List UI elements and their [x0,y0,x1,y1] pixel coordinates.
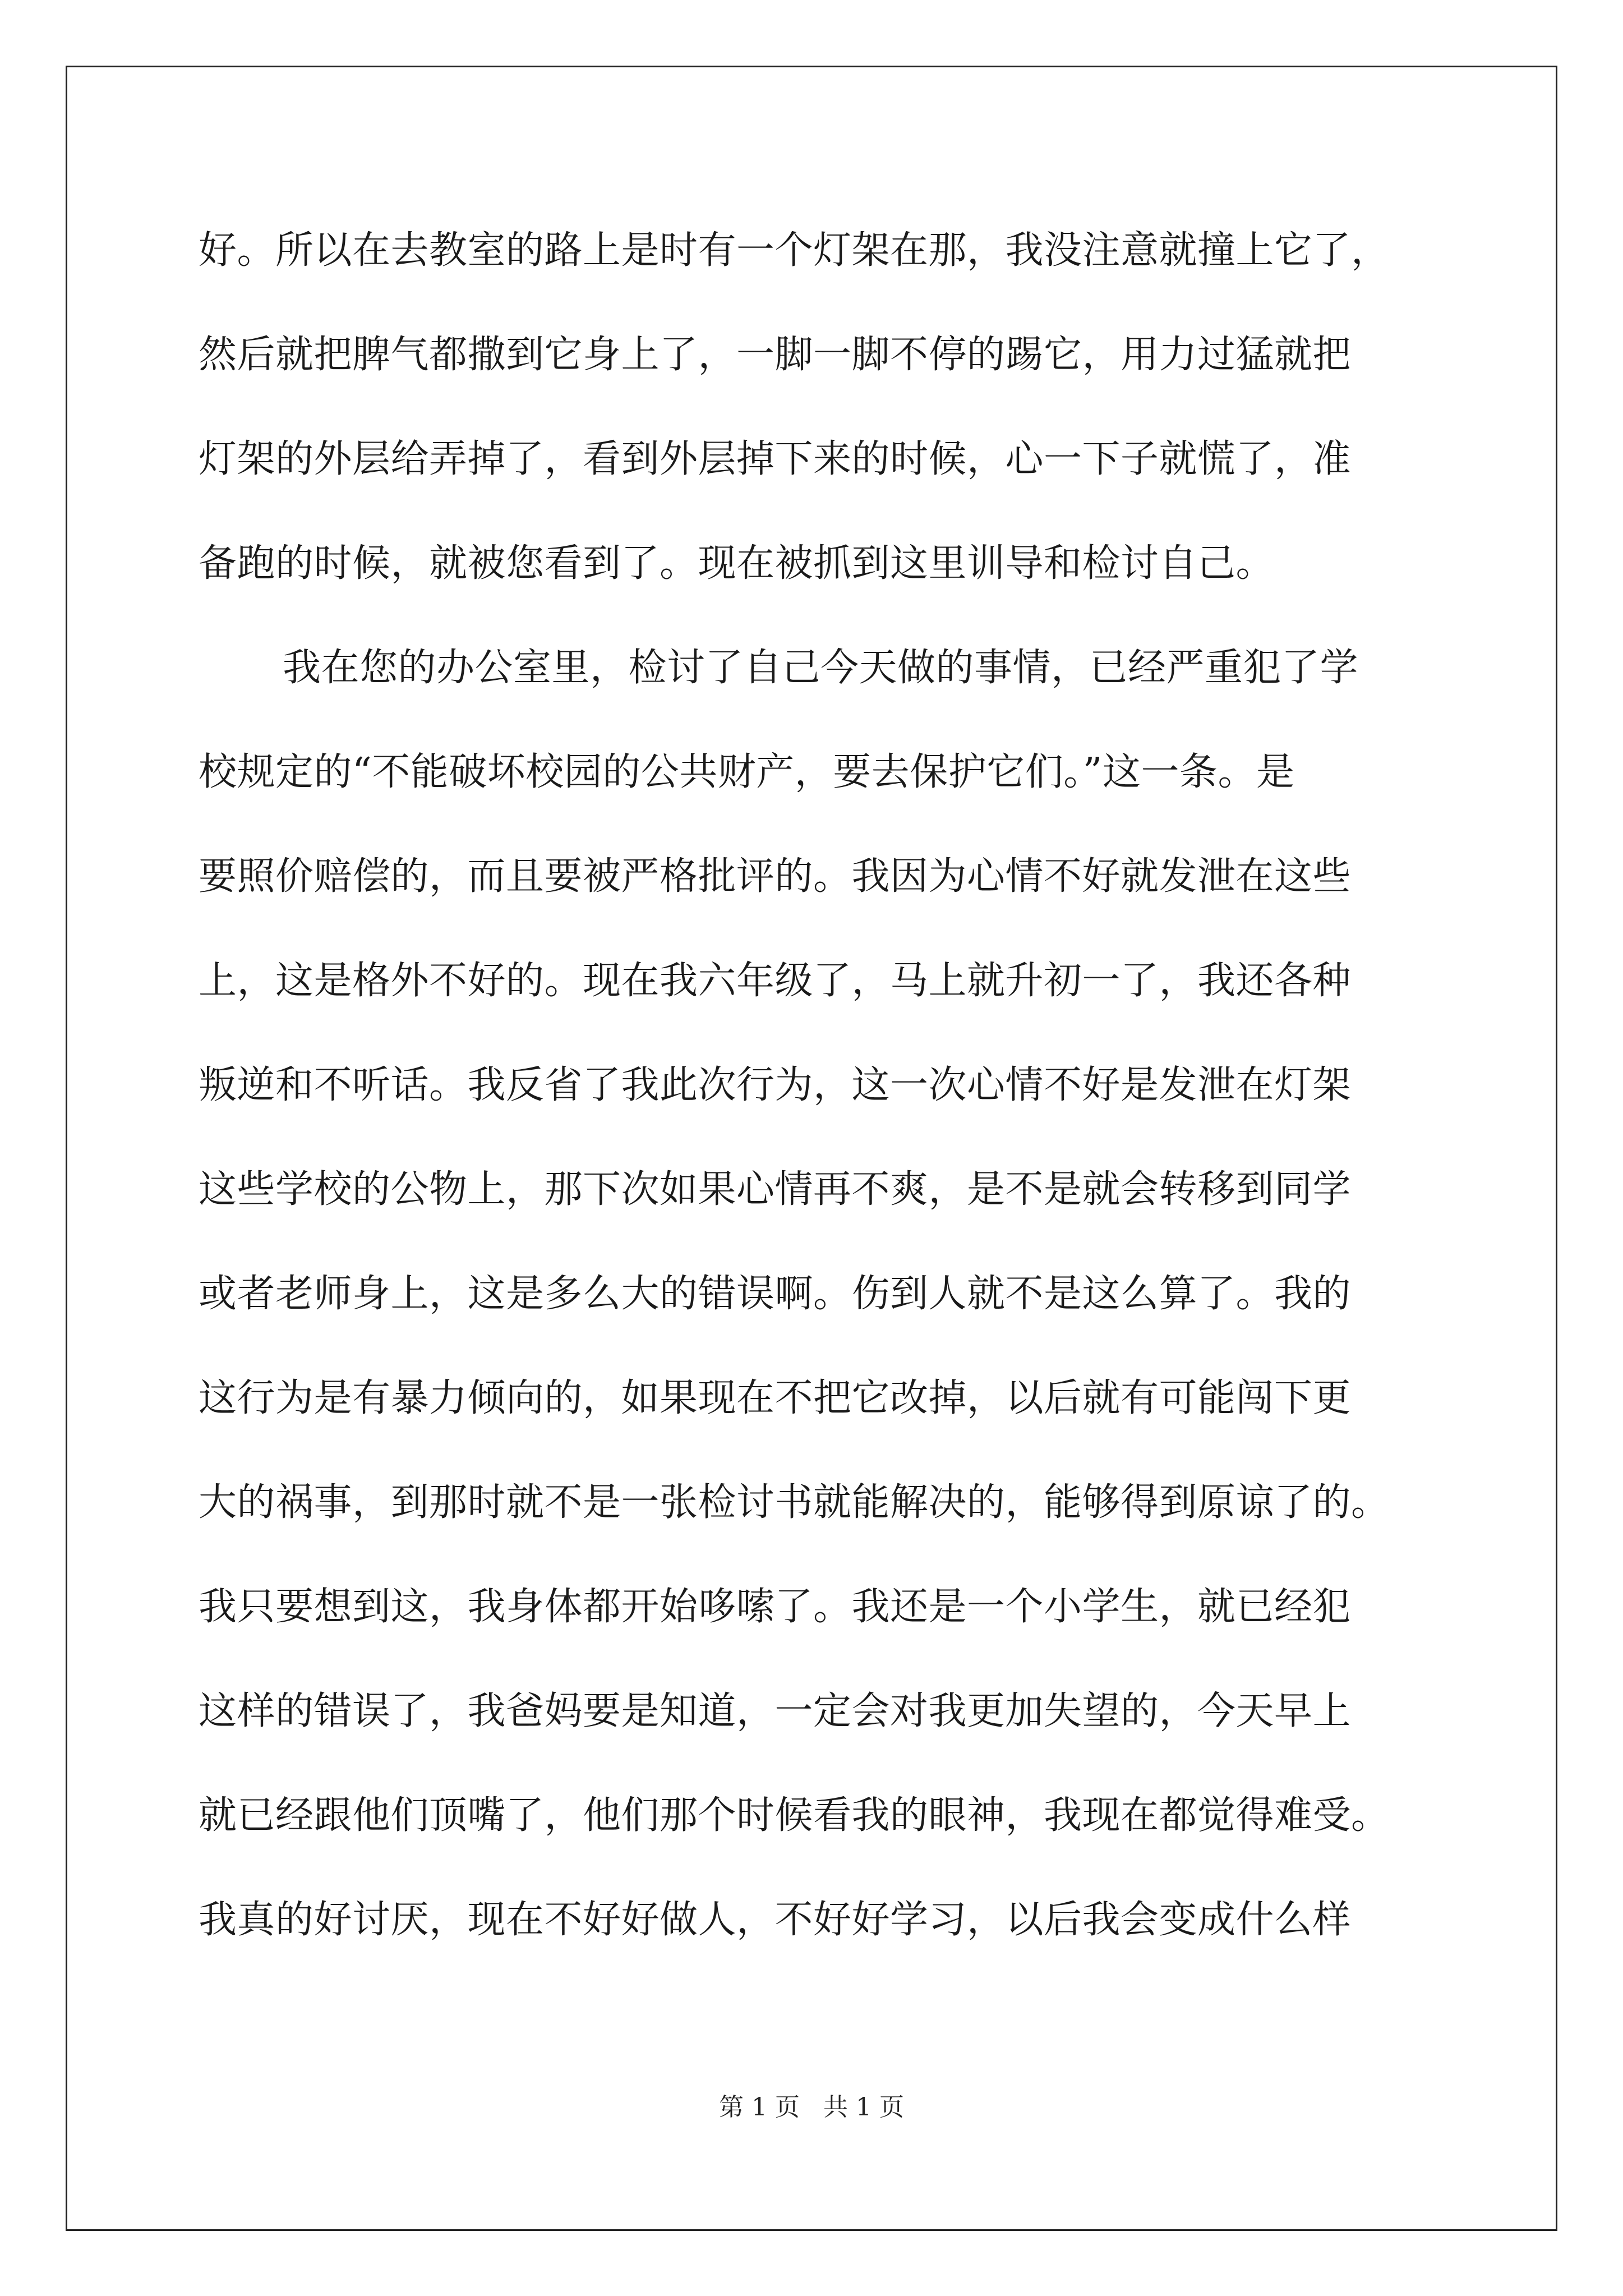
text-line: 或者老师身上，这是多么大的错误啊。伤到人就不是这么算了。我的 [199,1272,1352,1316]
text-line: 然后就把脾气都撒到它身上了，一脚一脚不停的踢它，用力过猛就把 [199,333,1352,377]
text-line: 好。所以在去教室的路上是时有一个灯架在那，我没注意就撞上它了， [199,228,1390,273]
text-line: 叛逆和不听话。我反省了我此次行为，这一次心情不好是发泄在灯架 [199,1063,1352,1107]
text-line: 我真的好讨厌，现在不好好做人，不好好学习，以后我会变成什么样 [199,1898,1352,1942]
page-number-footer: 第 1 页 共 1 页 [719,2093,904,2122]
text-line: 我只要想到这，我身体都开始哆嗦了。我还是一个小学生，就已经犯 [199,1585,1352,1629]
document-body [199,215,1436,1989]
text-line: 就已经跟他们顶嘴了，他们那个时候看我的眼神，我现在都觉得难受。 [199,1793,1390,1838]
text-line: 校规定的“不能破坏校园的公共财产，要去保护它们。”这一条。是 [199,750,1295,794]
text-line: 这些学校的公物上，那下次如果心情再不爽，是不是就会转移到同学 [199,1167,1352,1212]
text-line: 要照价赔偿的，而且要被严格批评的。我因为心情不好就发泄在这些 [199,854,1352,899]
text-line: 大的祸事，到那时就不是一张检讨书就能解决的，能够得到原谅了的。 [199,1480,1390,1525]
paragraph-first-line: 我在您的办公室里，检讨了自己今天做的事情，已经严重犯了学 [283,646,1359,690]
text-line: 灯架的外层给弄掉了，看到外层掉下来的时候，心一下子就慌了，准 [199,437,1352,481]
text-line: 这样的错误了，我爸妈要是知道，一定会对我更加失望的，今天早上 [199,1689,1352,1733]
text-line: 备跑的时候，就被您看到了。现在被抓到这里训导和检讨自己。 [199,541,1275,586]
text-line: 这行为是有暴力倾向的，如果现在不把它改掉，以后就有可能闯下更 [199,1376,1352,1420]
text-line: 上，这是格外不好的。现在我六年级了，马上就升初一了，我还各种 [199,959,1352,1003]
